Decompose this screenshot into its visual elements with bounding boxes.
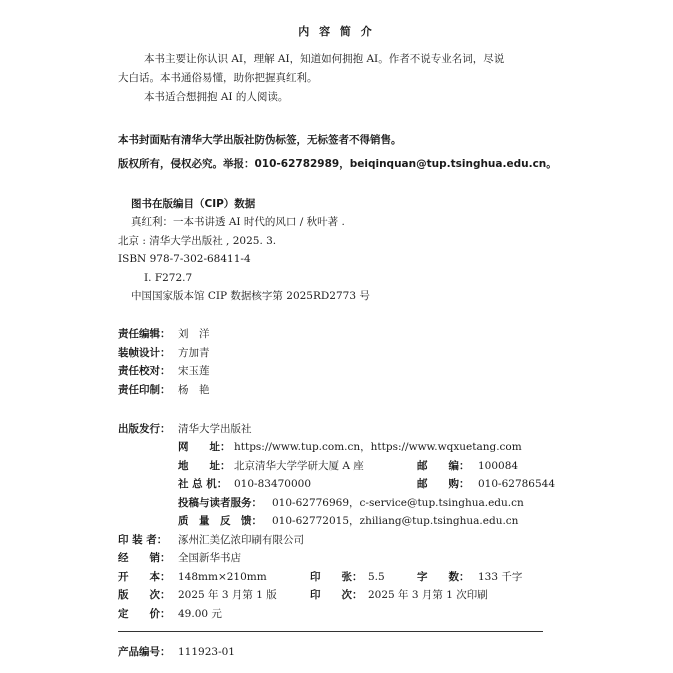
switchboard-label: 社 总 机： <box>178 478 228 490</box>
price-value: 49.00 元 <box>178 608 222 620</box>
web-value: https://www.tup.com.cn，https://www.wqxuetang.com <box>234 441 522 453</box>
address-value: 北京清华大学学研大厦 A 座 <box>234 460 364 472</box>
cip-line-1: 真红利：一本书讲透 AI 时代的风口 / 秋叶著 . <box>131 216 345 228</box>
staff-value: 刘 洋 <box>178 328 210 340</box>
zip-label: 邮 编： <box>417 460 470 472</box>
staff-value: 宋玉莲 <box>178 365 210 377</box>
mail-order-value: 010-62786544 <box>478 478 556 490</box>
quality-value: 010-62772015，zhiliang@tup.tsinghua.edu.cn <box>272 515 519 527</box>
publisher-name: 清华大学出版社 <box>178 423 252 435</box>
printer-label: 印 装 者： <box>118 534 168 546</box>
summary-para1-line1: 本书主要让你认识 AI，理解 AI，知道如何拥抱 AI。作者不说专业名词，尽说 <box>144 53 505 65</box>
printing-value: 2025 年 3 月第 1 次印刷 <box>368 589 488 601</box>
word-count-label: 字 数： <box>417 571 470 583</box>
divider-line <box>118 631 543 632</box>
staff-value: 方加青 <box>178 347 210 359</box>
web-label: 网 址： <box>178 441 231 453</box>
summary-para2: 本书适合想拥抱 AI 的人阅读。 <box>144 91 289 103</box>
quality-label: 质 量 反 馈： <box>178 515 262 527</box>
contribution-label: 投稿与读者服务： <box>178 497 262 509</box>
sheets-label: 印 张： <box>310 571 363 583</box>
product-code-label: 产品编号： <box>118 646 171 658</box>
edition-value: 2025 年 3 月第 1 版 <box>178 589 277 601</box>
cip-line-4: Ⅰ. F272.7 <box>144 272 193 284</box>
product-code-value: 111923-01 <box>178 646 235 658</box>
zip-value: 100084 <box>478 460 519 472</box>
staff-label: 责任印制： <box>118 384 171 396</box>
rights-notice: 版权所有，侵权必究。举报：010-62782989，beiqinquan@tup.tsinghua.edu.cn。 <box>118 158 557 170</box>
publisher-label: 出版发行： <box>118 423 171 435</box>
format-label: 开 本： <box>118 571 171 583</box>
cip-line-2: 北京 : 清华大学出版社 , 2025. 3. <box>118 235 277 247</box>
staff-value: 杨 艳 <box>178 384 210 396</box>
distributor-value: 全国新华书店 <box>178 552 241 564</box>
word-count-value: 133 千字 <box>478 571 523 583</box>
cip-heading: 图书在版编目（CIP）数据 <box>131 198 256 210</box>
sheets-value: 5.5 <box>368 571 385 583</box>
staff-label: 责任编辑： <box>118 328 171 340</box>
contribution-value: 010-62776969，c-service@tup.tsinghua.edu.cn <box>272 497 524 509</box>
price-label: 定 价： <box>118 608 171 620</box>
staff-label: 责任校对： <box>118 365 171 377</box>
edition-label: 版 次： <box>118 589 171 601</box>
printing-label: 印 次： <box>310 589 363 601</box>
cip-line-5: 中国国家版本馆 CIP 数据核字第 2025RD2773 号 <box>131 290 370 302</box>
summary-para1-line2: 大白话。本书通俗易懂，助你把握真红利。 <box>118 72 318 84</box>
switchboard-value: 010-83470000 <box>234 478 312 490</box>
distributor-label: 经 销： <box>118 552 171 564</box>
staff-label: 装帧设计： <box>118 347 171 359</box>
anti-counterfeit-notice: 本书封面贴有清华大学出版社防伪标签，无标签者不得销售。 <box>118 134 402 146</box>
mail-order-label: 邮 购： <box>417 478 470 490</box>
summary-heading: 内 容 简 介 <box>298 25 375 38</box>
printer-value: 涿州汇美亿浓印刷有限公司 <box>178 534 304 546</box>
format-value: 148mm×210mm <box>178 571 267 583</box>
address-label: 地 址： <box>178 460 231 472</box>
cip-line-3: ISBN 978-7-302-68411-4 <box>118 253 251 265</box>
